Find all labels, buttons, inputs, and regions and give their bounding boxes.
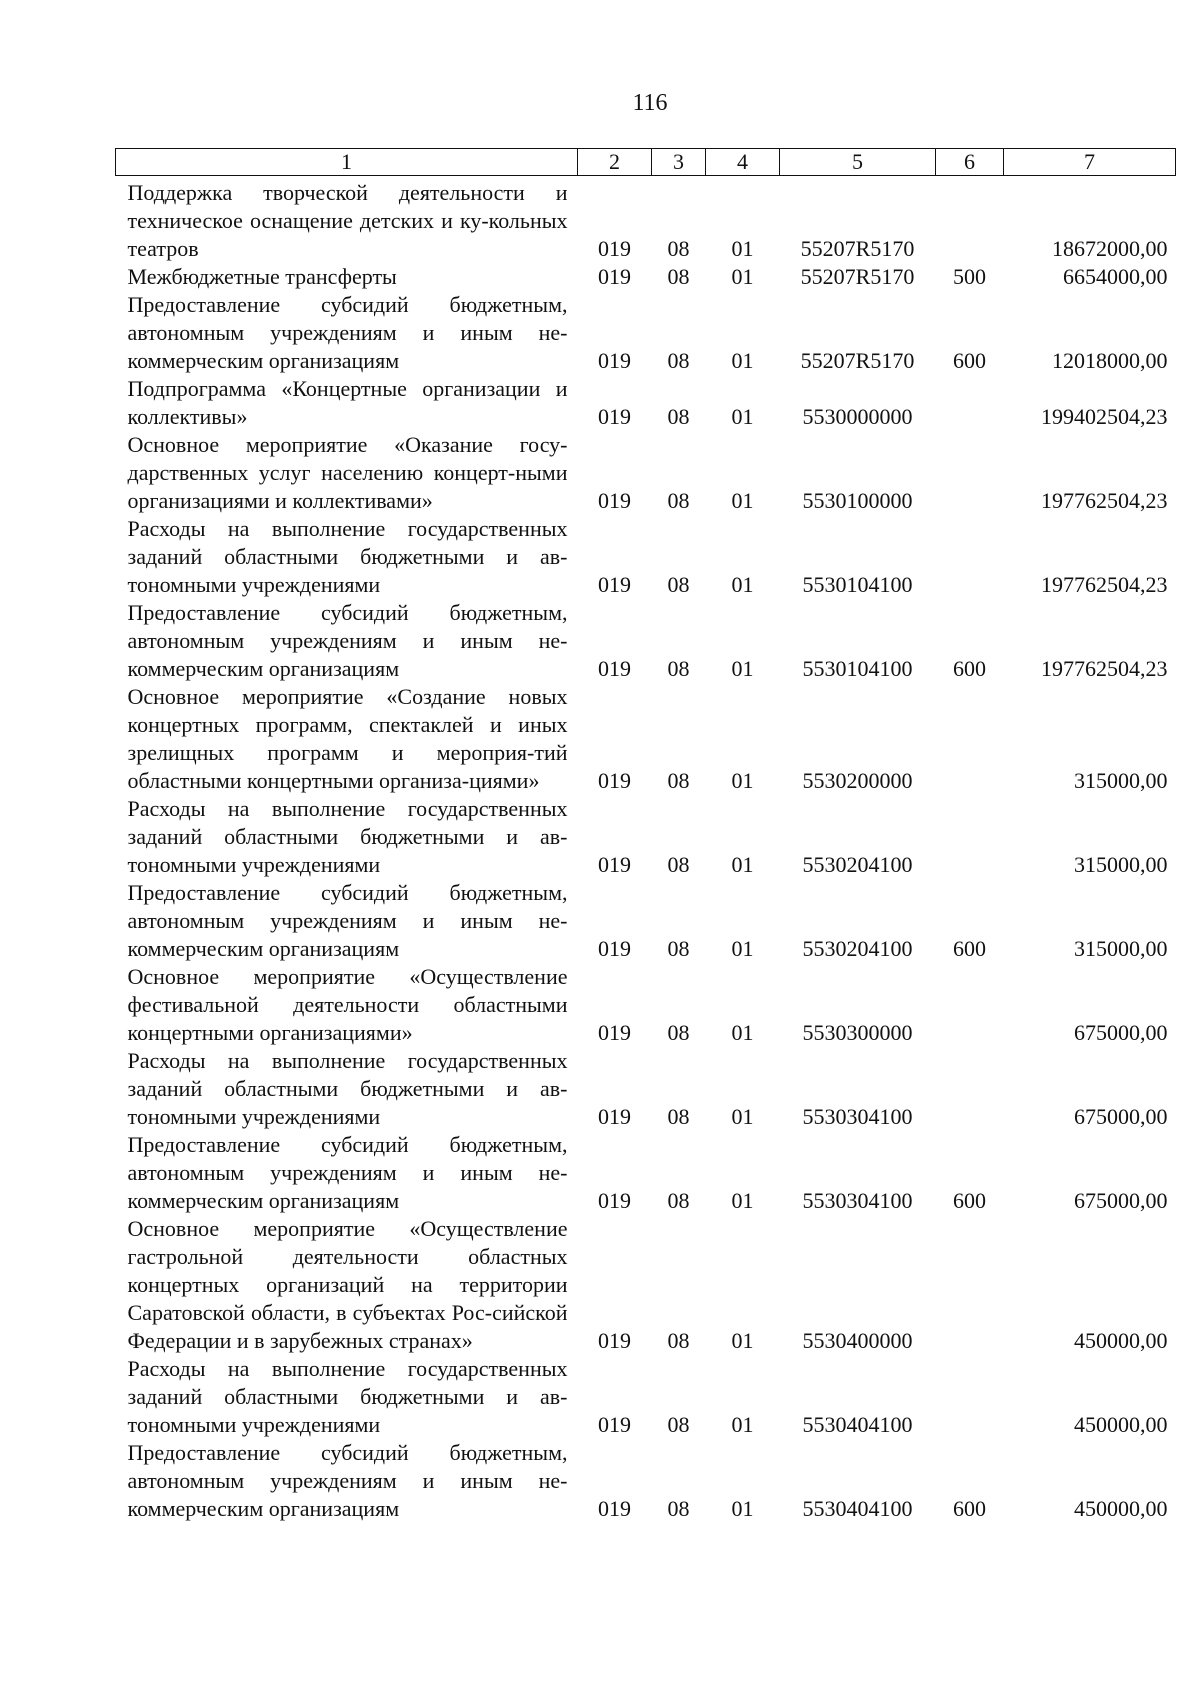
row-section-code: 08: [667, 1328, 690, 1353]
row-target-article-code: 55207R5170: [800, 348, 915, 373]
row-section-code: 08: [667, 572, 690, 597]
table-row: [116, 1047, 1176, 1131]
row-ministry-code: 019: [598, 348, 631, 373]
table-row: [116, 176, 1176, 264]
row-ministry-code: 019: [598, 236, 631, 261]
row-section-code: 08: [667, 1188, 690, 1213]
row-expense-type-code: 600: [953, 656, 986, 681]
row-subsection-code: 01: [731, 348, 754, 373]
row-target-article-code: 5530400000: [802, 1328, 913, 1353]
row-subsection-code: 01: [731, 1104, 754, 1129]
row-ministry-code: 019: [598, 936, 631, 961]
row-target-article-code: 5530200000: [802, 768, 913, 793]
row-amount: 197762504,23: [1041, 656, 1168, 681]
row-expense-type-code: [936, 1047, 1004, 1131]
row-amount: 450000,00: [1074, 1412, 1168, 1437]
row-description: Предоставление субсидий бюджетным, автономным учреждениям и иным не-коммерческим организациям: [127, 880, 568, 961]
row-description: Основное мероприятие «Создание новых концертных программ, спектаклей и иных зрелищных программ и мероприя-тий областными концертными организа-циями»: [127, 684, 568, 793]
row-section-code: 08: [667, 348, 690, 373]
row-expense-type-code: 500: [953, 264, 986, 289]
row-amount: 450000,00: [1074, 1496, 1168, 1521]
row-subsection-code: 01: [731, 1188, 754, 1213]
row-target-article-code: 5530300000: [802, 1020, 913, 1045]
table-row: [116, 1439, 1176, 1523]
row-expense-type-code: [936, 375, 1004, 431]
row-ministry-code: 019: [598, 1496, 631, 1521]
row-target-article-code: 5530404100: [802, 1496, 913, 1521]
row-ministry-code: 019: [598, 1020, 631, 1045]
table-row: [116, 963, 1176, 1047]
row-amount: 675000,00: [1074, 1020, 1168, 1045]
row-expense-type-code: 600: [953, 1496, 986, 1521]
row-target-article-code: 5530204100: [802, 852, 913, 877]
row-amount: 450000,00: [1074, 1328, 1168, 1353]
row-subsection-code: 01: [731, 852, 754, 877]
row-description: Расходы на выполнение государственных заданий областными бюджетными и ав-тономными учреждениями: [127, 516, 568, 597]
row-ministry-code: 019: [598, 404, 631, 429]
row-ministry-code: 019: [598, 852, 631, 877]
row-description: Расходы на выполнение государственных заданий областными бюджетными и ав-тономными учреждениями: [127, 1356, 568, 1437]
table-row: [116, 375, 1176, 431]
row-description: Основное мероприятие «Оказание госу-дарственных услуг населению концерт-ными организациями и коллективами»: [127, 432, 568, 513]
row-description: Расходы на выполнение государственных заданий областными бюджетными и ав-тономными учреждениями: [127, 796, 568, 877]
row-expense-type-code: 600: [953, 1188, 986, 1213]
row-description: Основное мероприятие «Осуществление гастрольной деятельности областных концертных организаций на территории Саратовской области, в субъектах Рос-сийской Федерации и в зарубежных странах»: [127, 1216, 568, 1353]
table-row: [116, 599, 1176, 683]
row-subsection-code: 01: [731, 1412, 754, 1437]
row-section-code: 08: [667, 852, 690, 877]
row-target-article-code: 5530304100: [802, 1188, 913, 1213]
row-target-article-code: 5530304100: [802, 1104, 913, 1129]
row-expense-type-code: [936, 1215, 1004, 1355]
row-amount: 315000,00: [1074, 852, 1168, 877]
row-description: Межбюджетные трансферты: [127, 264, 397, 289]
column-header-6: 6: [936, 149, 1004, 176]
row-amount: 197762504,23: [1041, 572, 1168, 597]
row-expense-type-code: [936, 515, 1004, 599]
row-amount: 199402504,23: [1041, 404, 1168, 429]
row-expense-type-code: [936, 795, 1004, 879]
row-section-code: 08: [667, 264, 690, 289]
row-section-code: 08: [667, 1496, 690, 1521]
table-row: [116, 879, 1176, 963]
row-description: Предоставление субсидий бюджетным, автономным учреждениям и иным не-коммерческим организациям: [127, 1440, 568, 1521]
row-expense-type-code: 600: [953, 348, 986, 373]
row-ministry-code: 019: [598, 1328, 631, 1353]
row-amount: 197762504,23: [1041, 488, 1168, 513]
table-row: [116, 431, 1176, 515]
row-ministry-code: 019: [598, 1412, 631, 1437]
row-expense-type-code: [936, 431, 1004, 515]
table-row: [116, 515, 1176, 599]
row-subsection-code: 01: [731, 1328, 754, 1353]
row-amount: 315000,00: [1074, 936, 1168, 961]
row-description: Поддержка творческой деятельности и техническое оснащение детских и ку-кольных театров: [127, 180, 568, 261]
row-ministry-code: 019: [598, 488, 631, 513]
row-subsection-code: 01: [731, 1020, 754, 1045]
row-subsection-code: 01: [731, 488, 754, 513]
table-row: [116, 1215, 1176, 1355]
row-description: Предоставление субсидий бюджетным, автономным учреждениям и иным не-коммерческим организациям: [127, 292, 568, 373]
column-header-5: 5: [780, 149, 936, 176]
row-expense-type-code: [936, 176, 1004, 264]
row-section-code: 08: [667, 1104, 690, 1129]
row-section-code: 08: [667, 656, 690, 681]
row-subsection-code: 01: [731, 936, 754, 961]
table-header-row: [116, 149, 1176, 176]
row-amount: 18672000,00: [1052, 236, 1168, 261]
row-amount: 12018000,00: [1052, 348, 1168, 373]
row-target-article-code: 5530104100: [802, 656, 913, 681]
column-header-3: 3: [652, 149, 706, 176]
row-amount: 675000,00: [1074, 1188, 1168, 1213]
row-description: Подпрограмма «Концертные организации и коллективы»: [127, 376, 568, 429]
table-row: [116, 795, 1176, 879]
row-target-article-code: 55207R5170: [800, 264, 915, 289]
row-section-code: 08: [667, 1020, 690, 1045]
row-target-article-code: 5530404100: [802, 1412, 913, 1437]
row-target-article-code: 5530204100: [802, 936, 913, 961]
row-ministry-code: 019: [598, 572, 631, 597]
row-subsection-code: 01: [731, 404, 754, 429]
row-ministry-code: 019: [598, 768, 631, 793]
row-ministry-code: 019: [598, 1104, 631, 1129]
row-amount: 6654000,00: [1063, 264, 1168, 289]
row-description: Основное мероприятие «Осуществление фестивальной деятельности областными концертными организациями»: [127, 964, 568, 1045]
row-expense-type-code: [936, 963, 1004, 1047]
column-header-4: 4: [706, 149, 780, 176]
column-header-2: 2: [578, 149, 652, 176]
row-ministry-code: 019: [598, 1188, 631, 1213]
row-amount: 675000,00: [1074, 1104, 1168, 1129]
row-section-code: 08: [667, 488, 690, 513]
row-subsection-code: 01: [731, 1496, 754, 1521]
row-subsection-code: 01: [731, 572, 754, 597]
table-row: [116, 1355, 1176, 1439]
column-header-7: 7: [1004, 149, 1176, 176]
row-subsection-code: 01: [731, 264, 754, 289]
row-target-article-code: 5530000000: [802, 404, 913, 429]
row-target-article-code: 5530100000: [802, 488, 913, 513]
row-subsection-code: 01: [731, 768, 754, 793]
row-expense-type-code: [936, 1355, 1004, 1439]
row-target-article-code: 5530104100: [802, 572, 913, 597]
row-section-code: 08: [667, 768, 690, 793]
row-ministry-code: 019: [598, 264, 631, 289]
row-expense-type-code: 600: [953, 936, 986, 961]
row-section-code: 08: [667, 936, 690, 961]
table-row: [116, 683, 1176, 795]
row-section-code: 08: [667, 1412, 690, 1437]
row-description: Предоставление субсидий бюджетным, автономным учреждениям и иным не-коммерческим организациям: [127, 600, 568, 681]
table-row: [116, 263, 1176, 291]
row-subsection-code: 01: [731, 236, 754, 261]
table-row: [116, 1131, 1176, 1215]
column-header-1: 1: [116, 149, 578, 176]
row-target-article-code: 55207R5170: [800, 236, 915, 261]
page-number: 116: [632, 90, 668, 116]
row-ministry-code: 019: [598, 656, 631, 681]
table-row: [116, 291, 1176, 375]
row-description: Расходы на выполнение государственных заданий областными бюджетными и ав-тономными учреждениями: [127, 1048, 568, 1129]
row-amount: 315000,00: [1074, 768, 1168, 793]
row-description: Предоставление субсидий бюджетным, автономным учреждениям и иным не-коммерческим организациям: [127, 1132, 568, 1213]
row-expense-type-code: [936, 683, 1004, 795]
row-section-code: 08: [667, 236, 690, 261]
table-body: [116, 176, 1176, 1524]
row-section-code: 08: [667, 404, 690, 429]
row-subsection-code: 01: [731, 656, 754, 681]
budget-table: [115, 148, 1176, 1523]
